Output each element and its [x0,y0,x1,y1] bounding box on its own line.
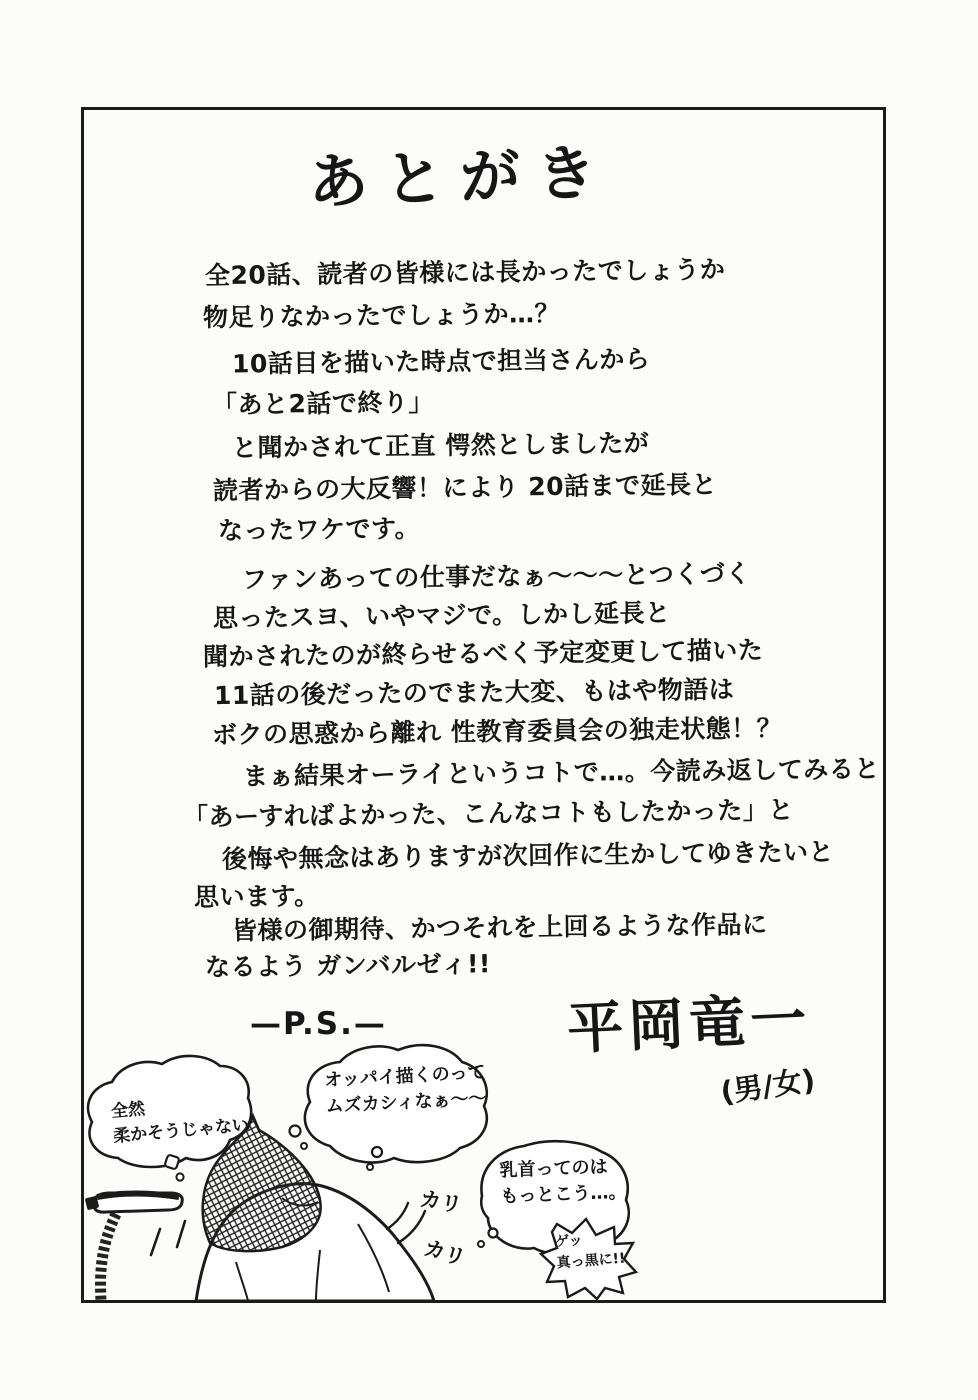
text-line: 物足りなかったでしょうか…？ [202,298,561,333]
text-line: 11話の後だったのでまた大変、もはや物語は [213,674,735,711]
text-line: なるよう ガンバルゼィ!! [204,949,491,982]
text-line: 後悔や無念はありますが次回作に生かしてゆきたいと [221,837,835,874]
bubble-line: オッパイ描くのって [323,1061,487,1092]
emphasis-lines [151,1221,185,1255]
text-line: 10話目を描いた時点で担当さんから [231,344,651,379]
scratch-sfx-1: カリ [418,1186,464,1218]
text-line: ボクの思惑から離れ 性教育委員会の独走状態！？ [211,713,783,750]
text-line: 全20話、読者の皆様には長かったでしょうか [204,254,726,291]
text-line: 聞かされたのが終らせるべく予定変更して描いた [202,635,764,672]
bubble-line: 全然 [110,1099,146,1122]
bubble-line: もっとこう…。 [500,1181,627,1208]
scratch-sfx-2: カリ [421,1235,469,1271]
page-title: あとがき [307,137,614,219]
author-signature: 平岡竜一 [565,986,813,1063]
text-line: 「あーすればよかった、こんなコトもしたかった」と [182,795,794,832]
bubble-line: 真っ黒に!! [556,1250,626,1272]
text-line: まぁ結果オーライというコトで…。今読み返してみると [242,754,880,791]
text-line: 読者からの大反響！により 20話まで延長と [212,469,718,506]
text-line: 思います。 [193,881,320,912]
text-line: 思ったスヨ、いやマジで。しかし延長と [212,598,671,633]
ps-label: —P.S.— [250,1006,387,1042]
text-line: ファンあっての仕事だなぁ〜〜〜とつくづく [241,558,751,595]
bubble-line: 柔かそうじゃない [112,1114,250,1147]
bubble-line: 乳首ってのは [499,1156,608,1182]
text-line: 皆様の御期待、かつそれを上回るような作品に [231,909,768,946]
text-line: と聞かされて正直 愕然としましたが [231,428,650,463]
bubble-line: ゲッ [554,1232,584,1251]
burst-bubble-text [555,1228,627,1275]
desk-lamp-drawing [85,1193,183,1301]
nipple-bubble-text [499,1154,627,1211]
text-line: なったワケです。 [217,513,421,546]
signature-gender-note: (男/女) [718,1062,818,1110]
artist-bubble-text [324,1060,488,1121]
text-line: 「あと2話で終り」 [211,387,435,420]
bubble-line: ムズカシィなぁ〜〜 [325,1087,488,1118]
